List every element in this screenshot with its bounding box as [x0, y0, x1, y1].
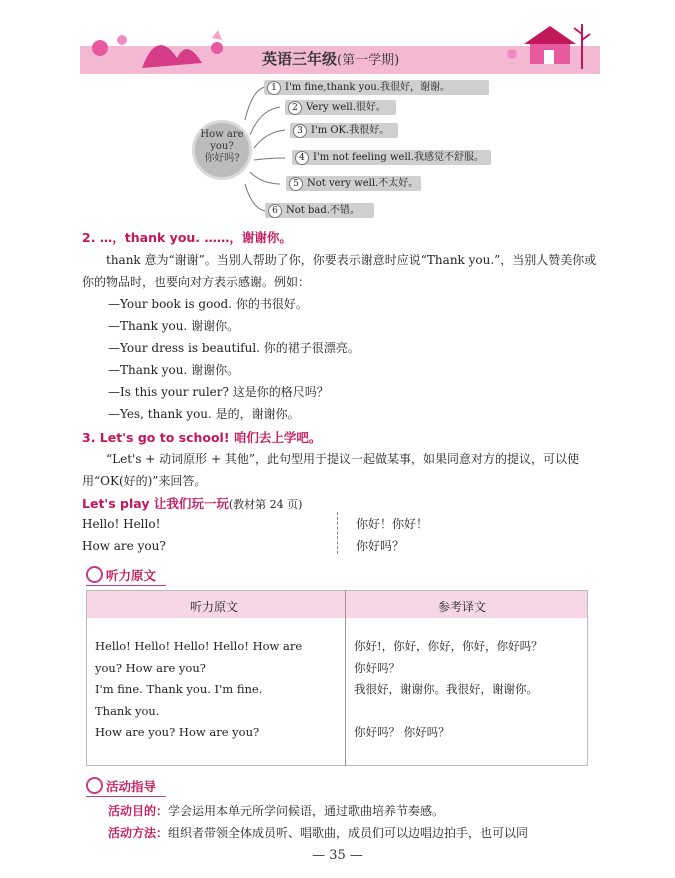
activity-label: 活动指导 — [106, 779, 157, 794]
section-3-title: 3. Let's go to school! 咱们去上学吧。 — [82, 430, 322, 445]
lets-play-title: Let's play 让我们玩一玩(教材第 24 页) — [82, 496, 303, 511]
activity-goal: 活动目的：学会运用本单元所学问候语，通过歌曲培养节奏感。 — [108, 804, 445, 818]
example-line: —Your dress is beautiful. 你的裙子很漂亮。 — [108, 341, 360, 355]
section-2-paragraph: thank 意为“谢谢”。当别人帮助了你，你要表示谢意时应说“Thank you.”，当别人赞美你或你的物品时，也要向对方表示感谢。例如： — [82, 253, 597, 289]
page-number: — 35 — — [312, 848, 363, 863]
table-col-header: 听力原文 — [190, 600, 239, 614]
table-cell-right: 你好!，你好，你好，你好，你好吗？ 你好吗？ 我很好，谢谢你。我很好，谢谢你。 你好吗？ 你好吗？ — [354, 639, 543, 739]
example-line: —Thank you. 谢谢你。 — [108, 363, 240, 377]
answer-1: 1 I'm fine,thank you.我很好，谢谢。 — [264, 80, 489, 95]
example-line: —Is this your ruler? 这是你的格尺吗？ — [108, 385, 329, 399]
lets-play-left-line: How are you? — [82, 539, 166, 553]
table-col-header: 参考译文 — [438, 600, 487, 614]
listening-label: 听力原文 — [106, 568, 157, 583]
example-line: —Your book is good. 你的书很好。 — [108, 297, 308, 311]
house-decoration-icon — [500, 14, 595, 76]
table-divider — [345, 590, 346, 766]
example-line: —Thank you. 谢谢你。 — [108, 319, 240, 333]
answer-2: 2 Very well.很好。 — [285, 100, 396, 115]
activity-underline — [86, 796, 166, 797]
magnifier-icon — [86, 566, 103, 583]
section-2-title: 2. …，thank you. ……，谢谢你。 — [82, 230, 292, 245]
header-title: 英语三年级(第一学期) — [262, 50, 400, 68]
magnifier-icon — [86, 777, 103, 794]
lets-play-right-line: 你好吗？ — [356, 539, 405, 553]
table-cell-left: Hello! Hello! Hello! Hello! How are you? How are you? I'm fine. Thank you. I'm fine. Thank you. How are you? How are you? — [95, 639, 303, 739]
answer-3: 3 I'm OK.我很好。 — [290, 123, 398, 138]
lets-play-right-line: 你好！你好！ — [356, 517, 429, 531]
flower-decoration-icon — [82, 18, 232, 78]
section-3-paragraph: “Let's + 动词原形 + 其他”，此句型用于提议一起做某事，如果同意对方的提议，可以使用“OK(好的)”来回答。 — [82, 452, 579, 488]
answer-5: 5 Not very well.不太好。 — [286, 176, 421, 191]
diagram-hub: How are you? 你好吗? — [192, 120, 252, 180]
answer-6: 6 Not bad.不错。 — [265, 203, 374, 218]
answer-4: 4 I'm not feeling well.我感觉不舒服。 — [292, 150, 491, 165]
listening-underline — [86, 585, 166, 586]
activity-method: 活动方法：组织者带领全体成员听、唱歌曲，成员们可以边唱边拍手，也可以同 — [108, 826, 529, 840]
column-divider — [337, 512, 338, 554]
lets-play-left-line: Hello! Hello! — [82, 517, 161, 531]
example-line: —Yes, thank you. 是的，谢谢你。 — [108, 407, 300, 421]
